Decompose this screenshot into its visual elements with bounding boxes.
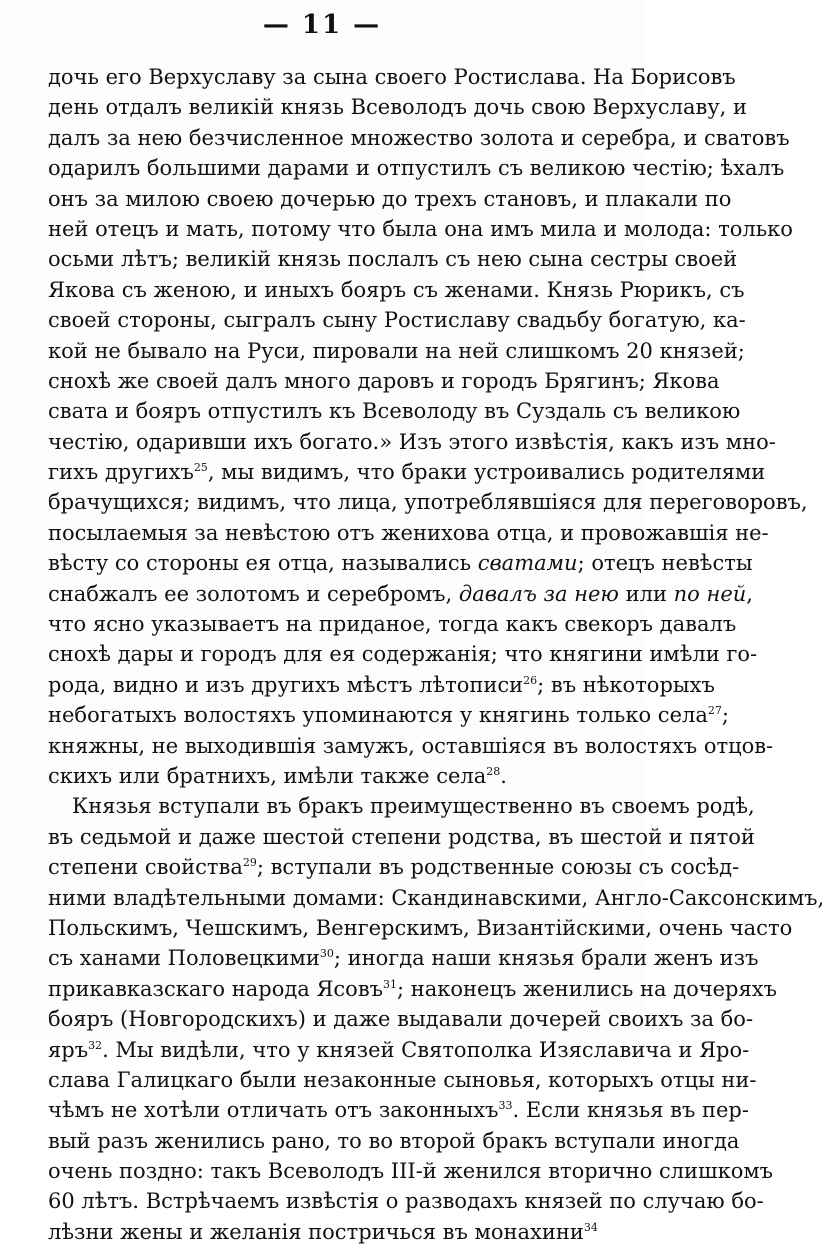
- text-line: 60 лѣтъ. Встрѣчаемъ извѣстія о разводахъ князей по случаю бо-: [48, 1189, 764, 1214]
- footnote-ref: 28: [486, 764, 501, 778]
- body-text: [48, 62, 824, 1244]
- page-number: — 11 —: [262, 10, 382, 40]
- text-line: [48, 670, 715, 700]
- text-line: слава Галицкаго были незаконные сыновья, которыхъ отцы ни-: [48, 1067, 757, 1092]
- text-fragment: небогатыхъ волостяхъ упоминаются у княгинь только села: [48, 703, 708, 728]
- text-line: честію, одаривши ихъ богато.» Изъ этого извѣстія, какъ изъ мно-: [48, 429, 776, 454]
- text-fragment: степени свойства: [48, 855, 243, 880]
- footnote-ref: 25: [193, 461, 208, 475]
- text-line: кой не бывало на Руси, пировали на ней слишкомъ 20 князей;: [48, 338, 745, 363]
- text-fragment: . Если князья въ пер-: [512, 1098, 749, 1123]
- text-line: что ясно указываетъ на приданое, тогда какъ свекоръ давалъ: [48, 612, 737, 637]
- text-line: Польскимъ, Чешскимъ, Венгерскимъ, Византійскими, очень часто: [48, 915, 793, 940]
- text-line: [48, 1035, 750, 1065]
- footnote-ref: 29: [242, 856, 257, 870]
- text-line: онъ за милою своею дочерью до трехъ становъ, и плакали по: [48, 186, 732, 211]
- text-line: [48, 548, 753, 578]
- text-fragment: снабжалъ ее золотомъ и серебромъ,: [48, 581, 453, 606]
- text-fragment: ; вступали въ родственные союзы съ сосѣд-: [256, 855, 740, 880]
- text-fragment: ; въ нѣкоторыхъ: [537, 672, 715, 697]
- text-fragment: вѣсту со стороны ея отца, назывались: [48, 551, 472, 576]
- text-fragment: скихъ или братнихъ, имѣли также села: [48, 763, 487, 788]
- text-fragment: .: [500, 763, 507, 788]
- footnote-ref: 34: [583, 1220, 598, 1234]
- text-line: далъ за нею безчисленное множество золота и серебра, и сватовъ: [48, 125, 790, 150]
- footnote-ref: 33: [498, 1099, 513, 1113]
- text-line: очень поздно: такъ Всеволодъ III-й женился вторично слишкомъ: [48, 1159, 774, 1184]
- italic-term: по ней: [673, 581, 747, 606]
- text-line: [48, 579, 753, 609]
- footnote-ref: 30: [319, 947, 334, 961]
- text-fragment: рода, видно и изъ другихъ мѣстъ лѣтописи: [48, 672, 524, 697]
- text-fragment: яръ: [48, 1037, 89, 1062]
- text-fragment: ; иногда наши князья брали женъ изъ: [333, 946, 759, 971]
- text-line: [48, 1095, 749, 1125]
- italic-term: давалъ за нею: [458, 581, 619, 606]
- text-line-cut-off: [48, 1217, 638, 1244]
- text-line: [48, 457, 766, 487]
- footnote-ref: 26: [523, 673, 538, 687]
- text-fragment: . Мы видѣли, что у князей Святополка Изяславича и Яро-: [102, 1037, 750, 1062]
- text-fragment: съ ханами Половецкими: [48, 946, 320, 971]
- text-fragment: ,: [746, 581, 753, 606]
- text-line: Якова съ женою, и иныхъ бояръ съ женами. Князь Рюрикъ, съ: [48, 277, 745, 302]
- text-fragment: ; отецъ невѣсты: [577, 551, 753, 576]
- text-fragment: , мы видимъ, что браки устроивались родителями: [207, 460, 766, 485]
- text-line: свата и бояръ отпустилъ къ Всеволоду въ Суздаль съ великою: [48, 399, 741, 424]
- text-line: [48, 700, 729, 730]
- footnote-ref: 31: [383, 977, 398, 991]
- text-fragment: лѣзни жены и желанія постричься въ монахини: [48, 1219, 584, 1244]
- text-fragment: или: [625, 581, 667, 606]
- footnote-ref: 27: [707, 704, 722, 718]
- text-line: [48, 943, 759, 973]
- text-line: своей стороны, сыгралъ сыну Ростиславу свадьбу богатую, ка-: [48, 308, 746, 333]
- text-line: дочь его Верхуславу за сына своего Ростислава. На Борисовъ: [48, 65, 736, 89]
- text-fragment: прикавказскаго народа Ясовъ: [48, 976, 384, 1001]
- text-line: осьми лѣтъ; великій князь послалъ съ нею сына сестры своей: [48, 247, 738, 272]
- text-line: ними владѣтельными домами: Скандинавскими, Англо-Саксонскимъ,: [48, 885, 824, 910]
- text-fragment: гихъ другихъ: [48, 460, 194, 485]
- text-line: [48, 761, 638, 791]
- text-line: ней отецъ и мать, потому что была она имъ мила и молода: только: [48, 216, 793, 241]
- text-line: княжны, не выходившія замужъ, оставшіяся въ волостяхъ отцов-: [48, 733, 774, 758]
- italic-term: сватами: [477, 551, 578, 576]
- text-line: Князья вступали въ бракъ преимущественно въ своемъ родѣ,: [72, 794, 755, 819]
- text-line: [48, 974, 777, 1004]
- text-line: [48, 852, 740, 882]
- text-line: вый разъ женились рано, то во второй бракъ вступали иногда: [48, 1128, 740, 1153]
- text-line: въ седьмой и даже шестой степени родства, въ шестой и пятой: [48, 824, 755, 849]
- text-line: снохѣ же своей далъ много даровъ и городъ Брягинъ; Якова: [48, 368, 720, 393]
- footnote-ref: 32: [88, 1038, 103, 1052]
- text-fragment: ; наконецъ женились на дочеряхъ: [397, 976, 777, 1001]
- text-line: бояръ (Новгородскихъ) и даже выдавали дочерей своихъ за бо-: [48, 1007, 754, 1032]
- text-line: посылаемыя за невѣстою отъ женихова отца, и провожавшія не-: [48, 520, 769, 545]
- text-line: брачущихся; видимъ, что лица, употреблявшіяся для переговоровъ,: [48, 490, 808, 515]
- text-line: снохѣ дары и городъ для ея содержанія; что княгини имѣли го-: [48, 642, 758, 667]
- text-fragment: ;: [721, 703, 729, 728]
- text-line: одарилъ большими дарами и отпустилъ съ великою честію; ѣхалъ: [48, 156, 785, 181]
- text-fragment: чѣмъ не хотѣли отличать отъ законныхъ: [48, 1098, 499, 1123]
- text-line: день отдалъ великій князь Всеволодъ дочь свою Верхуславу, и: [48, 95, 748, 120]
